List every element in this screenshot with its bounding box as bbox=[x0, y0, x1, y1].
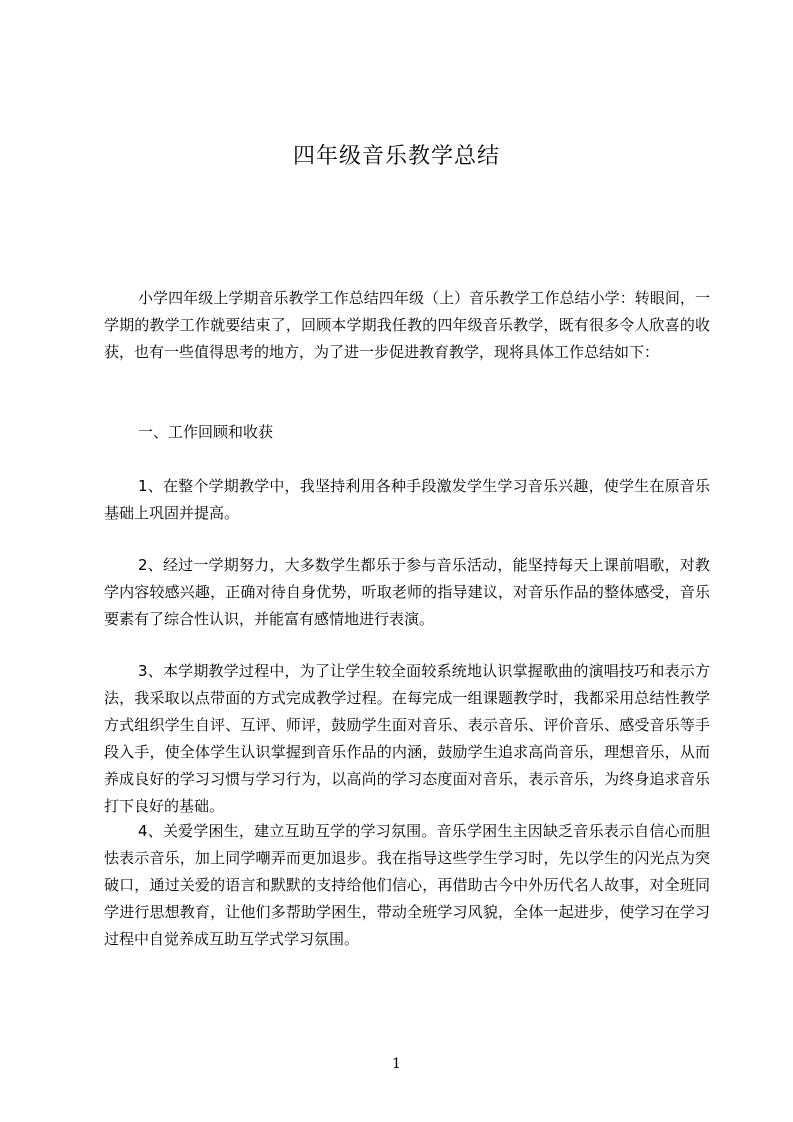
intro-paragraph: 小学四年级上学期音乐教学工作总结四年级（上）音乐教学工作总结小学：转眼间，一学期的教学工作就要结束了，回顾本学期我任教的四年级音乐教学，既有很多令人欣喜的收获，也有一些值得思考的地方，为了进一步促进教育教学，现将具体工作总结如下： bbox=[104, 289, 710, 361]
paragraph-item-4: 4、关爱学困生，建立互助互学的学习氛围。音乐学困生主因缺乏音乐表示自信心而胆怯表示音乐，加上同学嘲弄而更加退步。我在指导这些学生学习时，先以学生的闪光点为突破口，通过关爱的语言和默默的支持给他们信心，再借助古今中外历代名人故事，对全班同学进行思想教育，让他们多帮助学困生，带动全班学习风貌，全体一起进步，使学习在学习过程中自觉养成互助互学式学习氛围。 bbox=[104, 822, 710, 948]
page-title: 四年级音乐教学总结 bbox=[292, 144, 500, 169]
page-number: 1 bbox=[392, 1056, 401, 1072]
paragraph-item-1: 1、在整个学期教学中，我坚持利用各种手段激发学生学习音乐兴趣，使学生在原音乐基础上巩固并提高。 bbox=[104, 477, 710, 522]
paragraph-item-3: 3、本学期教学过程中，为了让学生较全面较系统地认识掌握歌曲的演唱技巧和表示方法，我采取以点带面的方式完成教学过程。在每完成一组课题教学时，我都采用总结性教学方式组织学生自评、互评、师评，鼓励学生面对音乐、表示音乐、评价音乐、感受音乐等手段入手，使全体学生认识掌握到音乐作品的内涵，鼓励学生追求高尚音乐，理想音乐，从而养成良好的学习习惯与学习行为，以高尚的学习态度面对音乐，表示音乐，为终身追求音乐打下良好的基础。 bbox=[104, 662, 710, 815]
section-heading: 一、工作回顾和收获 bbox=[138, 423, 274, 441]
paragraph-item-2: 2、经过一学期努力，大多数学生都乐于参与音乐活动，能坚持每天上课前唱歌，对教学内容较感兴趣，正确对待自身优势，听取老师的指导建议，对音乐作品的整体感受，音乐要素有了综合性认识，并能富有感情地进行表演。 bbox=[104, 556, 710, 628]
